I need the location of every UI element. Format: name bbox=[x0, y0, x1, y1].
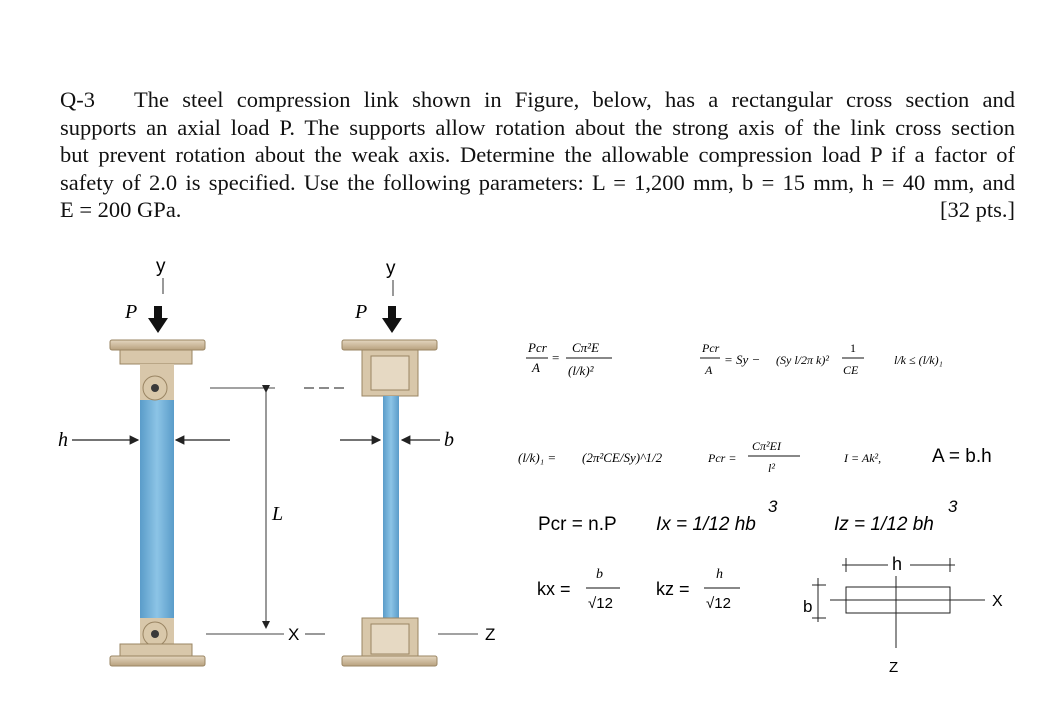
formula-kz-top: h bbox=[716, 567, 723, 582]
right-b-label: b bbox=[444, 429, 454, 451]
formula-transition-rhs: (2π²CE/Sy)^1/2 bbox=[582, 450, 663, 465]
formula-pcr-np: Pcr = n.P bbox=[538, 514, 617, 535]
left-load-label: P bbox=[125, 301, 138, 323]
points-label: [32 pts.] bbox=[940, 197, 1015, 222]
formula-kz-label: kz = bbox=[656, 579, 690, 599]
cross-section-x-label: X bbox=[992, 593, 1003, 610]
cross-section-b-label: b bbox=[803, 597, 813, 616]
right-load-arrow bbox=[382, 306, 402, 333]
formula-euler-top: Cπ²E bbox=[572, 340, 600, 355]
formula-pcr-top: Cπ²EI bbox=[752, 439, 781, 453]
formula-iz: Iz = 1/12 bh bbox=[834, 514, 934, 535]
formula-area: A = b.h bbox=[932, 446, 992, 467]
cross-section-h-label: h bbox=[892, 554, 903, 574]
left-top-clevis bbox=[120, 350, 192, 364]
cross-section-sketch bbox=[803, 554, 1003, 676]
right-column bbox=[383, 396, 399, 618]
formula-johnson-tail-bottom: CE bbox=[843, 363, 859, 377]
right-load-label: P bbox=[355, 301, 368, 323]
right-z-axis-label: Z bbox=[485, 625, 496, 644]
question-line-2: supports an axial load P. The supports allow rotation about the strong axis of the link cross section bbox=[60, 114, 1015, 140]
formula-pcr-lhs: Pcr = bbox=[708, 451, 737, 465]
left-x-axis-label: X bbox=[288, 625, 300, 644]
svg-text:=: = bbox=[552, 350, 560, 365]
formula-kx-bottom: √12 bbox=[588, 595, 613, 612]
right-top-plate bbox=[342, 340, 437, 350]
formula-ix-exponent: 3 bbox=[768, 497, 778, 516]
right-link-figure bbox=[304, 258, 495, 666]
cross-section-z-label: Z bbox=[889, 659, 899, 676]
formula-pcr-a-bottom: A bbox=[532, 360, 540, 375]
formula-johnson-lhs-top: Pcr bbox=[702, 341, 720, 355]
formula-ix: Ix = 1/12 hb bbox=[656, 514, 756, 535]
left-h-label: h bbox=[58, 429, 68, 451]
left-link-figure bbox=[58, 256, 325, 666]
formula-kz-bottom: √12 bbox=[706, 595, 731, 612]
question-number: Q-3 bbox=[60, 87, 95, 112]
formula-pcr-a-top: Pcr bbox=[528, 340, 547, 355]
formulas bbox=[518, 340, 992, 612]
formula-johnson-tail-top: 1 bbox=[850, 341, 856, 355]
formula-pcr-bottom: l² bbox=[768, 461, 775, 475]
question-line-1: Q-3 The steel compression link shown in Figure, below, has a rectangular cross section and bbox=[60, 87, 1015, 112]
formula-johnson-term: (Sy l/2π k)² bbox=[776, 353, 829, 367]
formula-ratio-condition: l/k ≤ (l/k)₁ bbox=[894, 353, 943, 367]
formula-johnson-lhs-bottom: A bbox=[705, 363, 713, 377]
question-line-4: safety of 2.0 is specified. Use the following parameters: L = 1,200 mm, b = 15 mm, h = 40 mm, and bbox=[60, 169, 1015, 195]
left-column bbox=[140, 400, 174, 618]
left-top-plate bbox=[110, 340, 205, 350]
formula-inertia: I = Ak², bbox=[844, 451, 882, 465]
formula-iz-exponent: 3 bbox=[948, 497, 958, 516]
left-bottom-plate bbox=[110, 656, 205, 666]
left-load-arrow bbox=[148, 306, 168, 333]
question-line-5: E = 200 GPa. [32 pts.] bbox=[60, 197, 1015, 222]
left-length-label: L bbox=[272, 503, 284, 525]
formula-euler-bottom: (l/k)² bbox=[568, 363, 594, 378]
formula-kx-top: b bbox=[596, 567, 603, 582]
formula-johnson-sy: = Sy − bbox=[724, 352, 761, 367]
question-line-3: but prevent rotation about the weak axis. Determine the allowable compression load P if a factor of bbox=[60, 142, 1015, 167]
right-bottom-plate bbox=[342, 656, 437, 666]
formula-transition-lhs: (l/k)₁ = bbox=[518, 450, 557, 465]
right-y-axis-label: y bbox=[386, 258, 396, 279]
left-y-axis-label: y bbox=[156, 256, 166, 277]
formula-kx-label: kx = bbox=[537, 579, 571, 599]
